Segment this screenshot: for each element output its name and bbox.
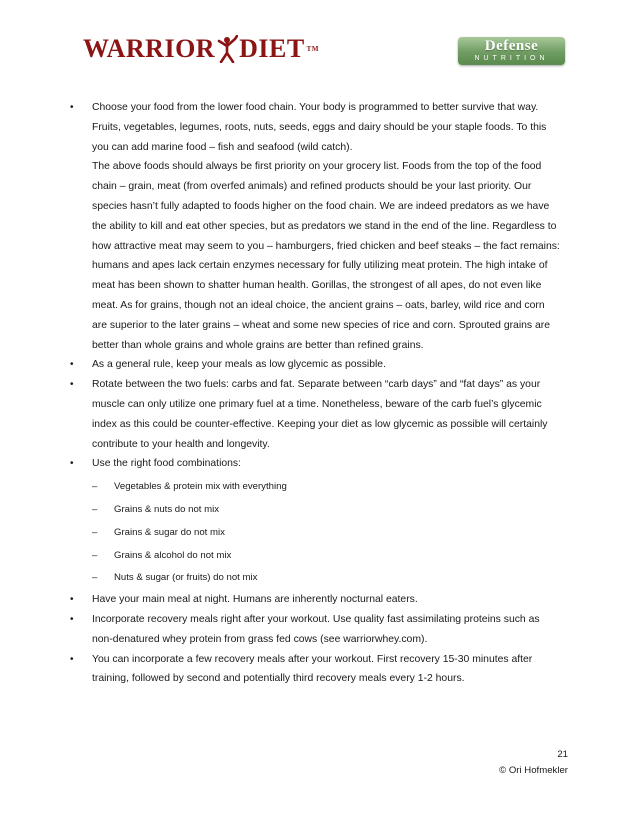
bullet-icon: •	[70, 359, 74, 371]
sub-list-item	[92, 476, 560, 499]
paragraph: Have your main meal at night. Humans are inherently nocturnal eaters.	[92, 594, 418, 606]
page-header	[0, 0, 638, 90]
page-number: 21	[557, 749, 568, 760]
bullet-list	[70, 98, 560, 689]
paragraph: The above foods should always be first priority on your grocery list. Foods from the top of the food chain – grain, meat (from overfed animals) and refined products should be your last priority. Our species hasn’t fully adapted to foods higher on the food chain. We are indeed predators as we have the ability to kill and eat other species, but as predators we stand in the end of the line. Regardless to how attractive meat may seem to you – hamburgers, fried chicken and beef steaks – the fact remains: humans and apes lack certain enzymes necessary for fully utilizing meat protein. The high intake of meat has been shown to shatter human health. Gorillas, the strongest of all apes, do not even like meat. As for grains, though not an ideal choice, the ancient grains – oats, barley, wild rice and corn are superior to the later grains – wheat and some new species of rice and corn. Sprouted grains are better than whole grains and whole grains are better than refined grains.	[92, 161, 560, 351]
dash-icon: –	[92, 572, 98, 584]
list-item	[70, 454, 560, 590]
paragraph: You can incorporate a few recovery meals after your workout. First recovery 15-30 minutes after training, followed by second and potentially third recovery meals every 1-2 hours.	[92, 653, 533, 685]
sub-list-text: Nuts & sugar (or fruits) do not mix	[114, 572, 258, 584]
paragraph: Use the right food combinations:	[92, 458, 242, 470]
dash-icon: –	[92, 549, 98, 561]
sub-list-text: Grains & alcohol do not mix	[114, 549, 232, 561]
dash-icon: –	[92, 526, 98, 538]
sub-list-item	[92, 499, 560, 522]
bullet-icon: •	[70, 653, 74, 665]
logo-nutrition-text: NUTRITION	[474, 55, 549, 62]
defense-nutrition-logo	[458, 37, 565, 65]
logo-trademark: TM	[306, 45, 319, 53]
logo-text-warrior: WARRIOR	[83, 34, 216, 63]
sub-list-item	[92, 545, 560, 568]
paragraph: Choose your food from the lower food chain. Your body is programmed to better survive that way. Fruits, vegetables, legumes, roots, nuts, seeds, eggs and dairy should be your staple foods. To this you can add marine food – fish and seafood (wild catch).	[92, 102, 547, 153]
warrior-diet-logo	[83, 34, 319, 64]
dash-icon: –	[92, 481, 98, 493]
paragraph: As a general rule, keep your meals as low glycemic as possible.	[92, 359, 386, 371]
list-item	[70, 650, 560, 690]
dash-icon: –	[92, 503, 98, 515]
paragraph: Rotate between the two fuels: carbs and fat. Separate between “carb days” and “fat days” as your muscle can only utilize one primary fuel at a time. Nonetheless, beware of the carb fuel’s glycemic index as this could be counter-effective. Keeping your diet as low glycemic as possible will certainly contribute to your health and longevity.	[92, 379, 548, 450]
bullet-icon: •	[70, 379, 74, 391]
logo-text-diet: DIET	[239, 34, 305, 63]
bullet-icon: •	[70, 458, 74, 470]
logo-defense-text: Defense	[484, 38, 539, 54]
warrior-figure-icon	[216, 35, 238, 63]
bullet-icon: •	[70, 102, 74, 113]
bullet-icon: •	[70, 594, 74, 606]
sub-list-item	[92, 567, 560, 590]
page-footer	[499, 747, 568, 779]
sub-list-item	[92, 522, 560, 545]
list-item	[70, 355, 560, 375]
list-item	[70, 590, 560, 610]
paragraph: Incorporate recovery meals right after your workout. Use quality fast assimilating proteins such as non-denatured whey protein from grass fed cows (see warriorwhey.com).	[92, 613, 540, 645]
sub-list-text: Grains & nuts do not mix	[114, 503, 220, 515]
list-item	[70, 610, 560, 650]
sub-list	[92, 476, 560, 590]
list-item	[70, 98, 560, 355]
sub-list-text: Grains & sugar do not mix	[114, 526, 225, 538]
bullet-icon: •	[70, 613, 74, 625]
copyright-notice: © Ori Hofmekler	[499, 765, 568, 776]
document-body	[70, 98, 560, 689]
sub-list-text: Vegetables & protein mix with everything	[114, 481, 287, 493]
list-item	[70, 375, 560, 454]
